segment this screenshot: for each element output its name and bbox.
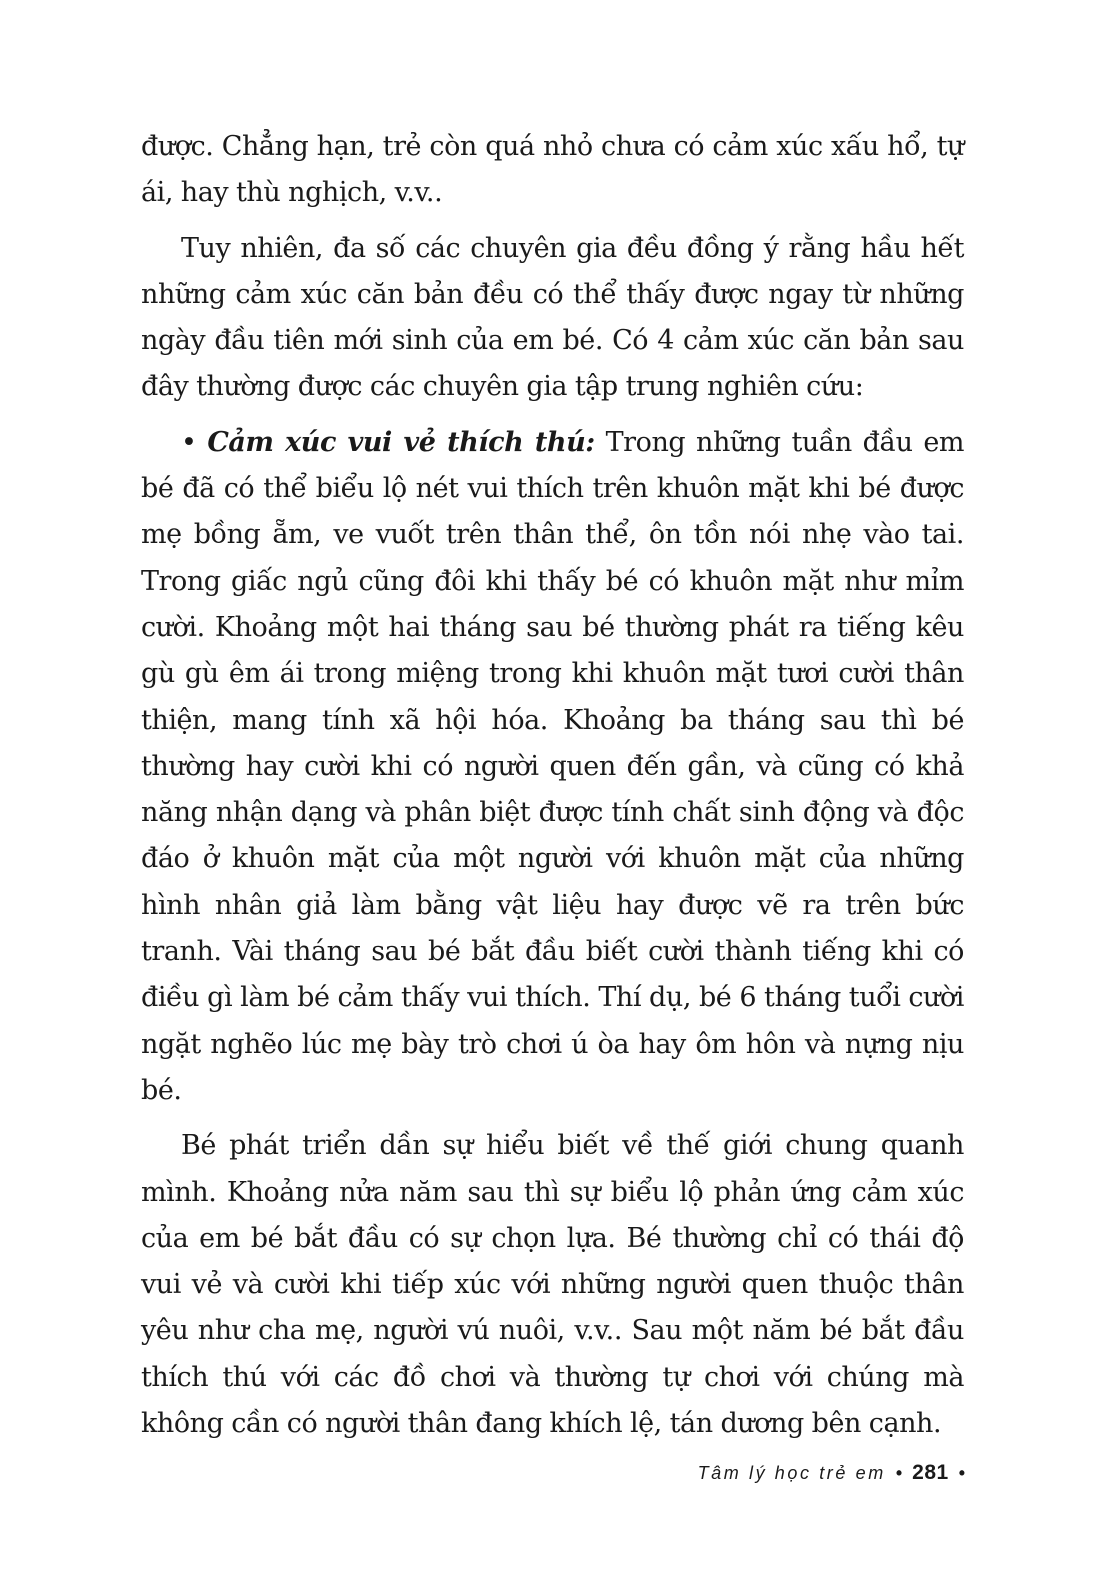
- paragraph-continuation: được. Chẳng hạn, trẻ còn quá nhỏ chưa có cảm xúc xấu hổ, tự ái, hay thù nghịch, v.v..: [141, 131, 964, 209]
- bullet-term: Cảm xúc vui vẻ thích thú:: [207, 426, 595, 458]
- running-footer: [698, 1461, 965, 1485]
- body-text: [141, 124, 964, 1456]
- footer-trailing-separator: •: [958, 1463, 965, 1483]
- bullet-paragraph: [141, 420, 964, 1114]
- bullet-text: Trong những tuần đầu em bé đã có thể biểu lộ nét vui thích trên khuôn mặt khi bé được mẹ bồng ẵm, ve vuốt trên thân thể, ôn tồn nói nhẹ vào tai. Trong giấc ngủ cũng đôi khi thấy bé có khuôn mặt như mỉm cười. Khoảng một hai tháng sau bé thường phát ra tiếng kêu gù gù êm ái trong miệng trong khi khuôn mặt tươi cười thân thiện, mang tính xã hội hóa. Khoảng ba tháng sau thì bé thường hay cười khi có người quen đến gần, và cũng có khả năng nhận dạng và phân biệt được tính chất sinh động và độc đáo ở khuôn mặt của một người với khuôn mặt của những hình nhân giả làm bằng vật liệu hay được vẽ ra trên bức tranh. Vài tháng sau bé bắt đầu biết cười thành tiếng khi có điều gì làm bé cảm thấy vui thích. Thí dụ, bé 6 tháng tuổi cười ngặt nghẽo lúc mẹ bày trò chơi ú òa hay ôm hôn và nựng nịu bé.: [141, 426, 965, 1106]
- page-number: 281: [912, 1461, 949, 1484]
- footer-separator: •: [895, 1463, 903, 1483]
- paragraph-intro: Tuy nhiên, đa số các chuyên gia đều đồng ý rằng hầu hết những cảm xúc căn bản đều có thể thấy được ngay từ những ngày đầu tiên mới sinh của em bé. Có 4 cảm xúc căn bản sau đây thường được các chuyên gia tập trung nghiên cứu:: [141, 232, 964, 403]
- footer-book-title: Tâm lý học trẻ em: [697, 1463, 886, 1483]
- bullet-marker: •: [181, 426, 197, 458]
- paragraph-closing: Bé phát triển dần sự hiểu biết về thế giới chung quanh mình. Khoảng nửa năm sau thì sự biểu lộ phản ứng cảm xúc của em bé bắt đầu có sự chọn lựa. Bé thường chỉ có thái độ vui vẻ và cười khi tiếp xúc với những người quen thuộc thân yêu như cha mẹ, người vú nuôi, v.v.. Sau một năm bé bắt đầu thích thú với các đồ chơi và thường tự chơi với chúng mà không cần có người thân đang khích lệ, tán dương bên cạnh.: [141, 1130, 964, 1440]
